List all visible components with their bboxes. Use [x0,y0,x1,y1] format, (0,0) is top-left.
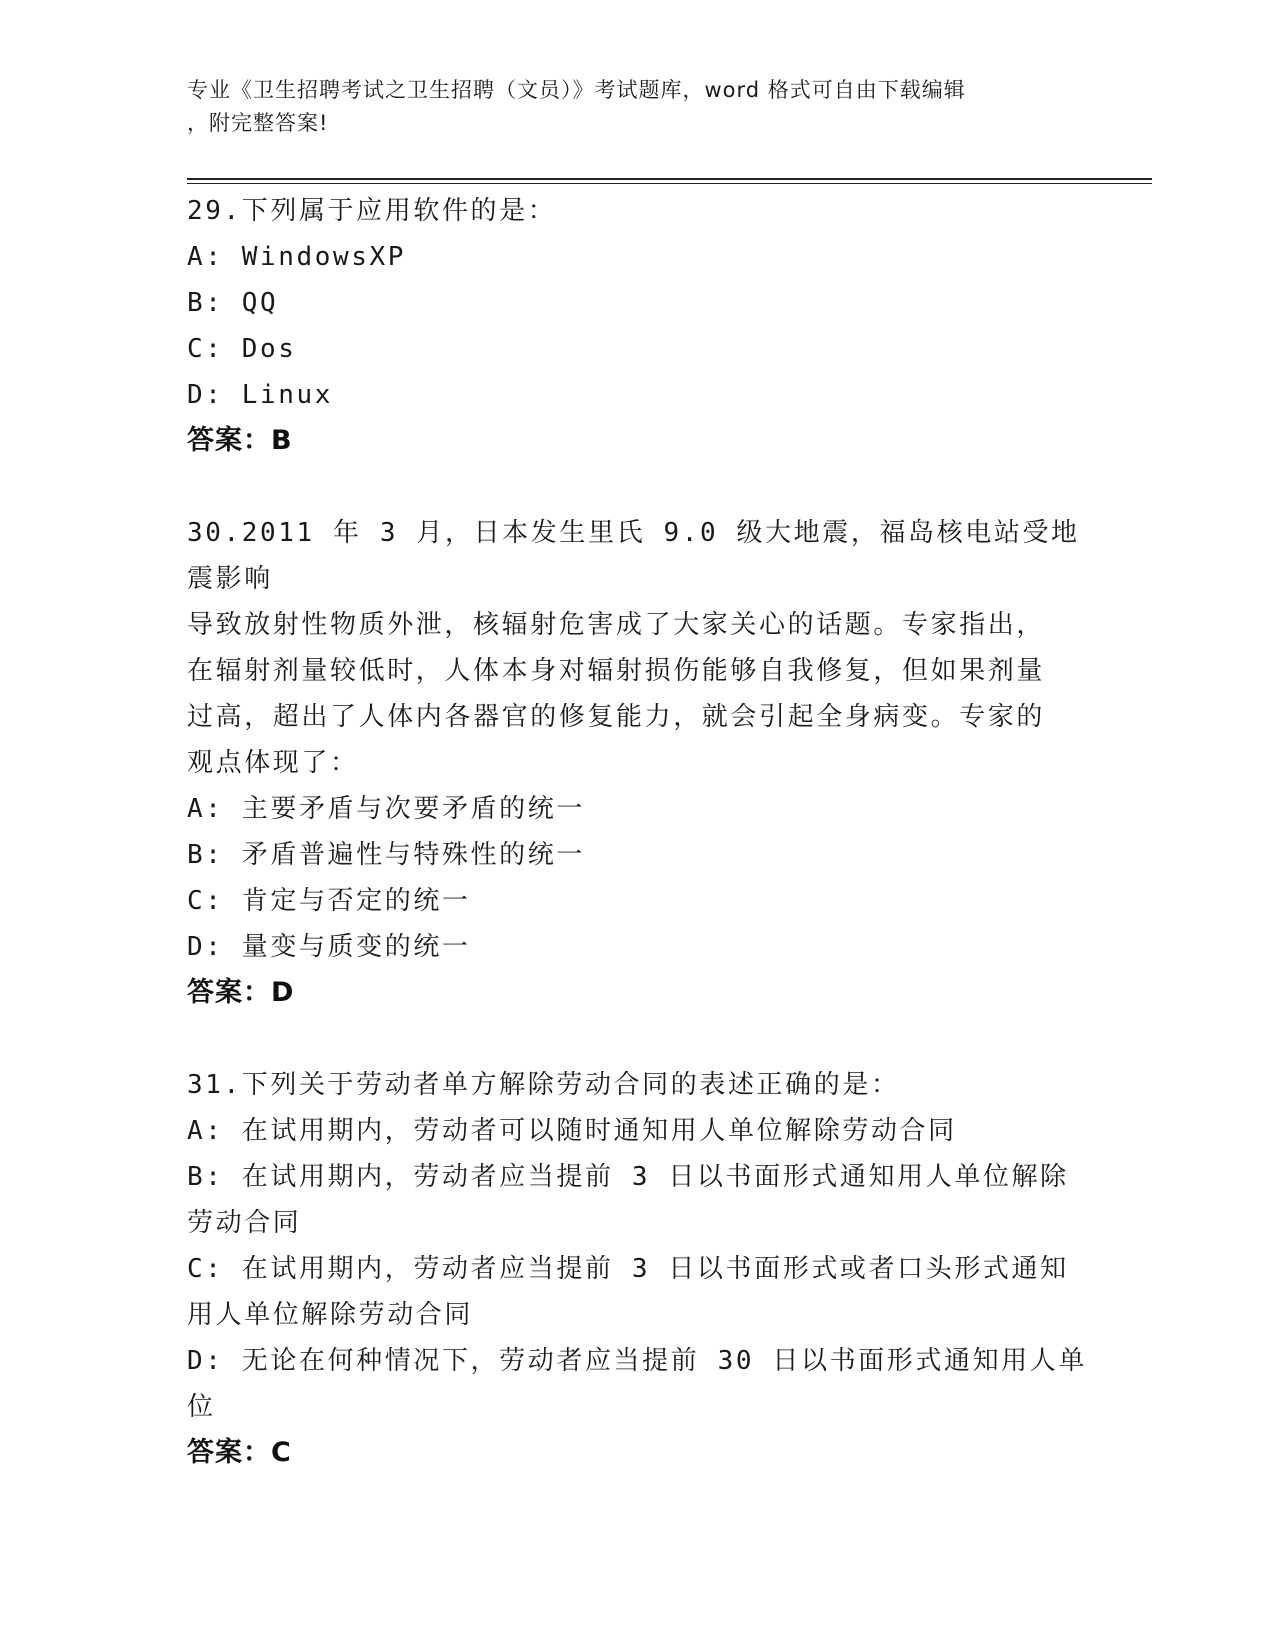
question-stem-line: 过高，超出了人体内各器官的修复能力，就会引起全身病变。专家的 [187,702,1046,732]
option-b: B: QQ [187,288,279,318]
question-stem-line: 观点体现了： [187,748,359,778]
header-line-2: ，附完整答案! [187,111,329,135]
question-list [187,188,1087,1476]
answer-label: 答案： [187,977,271,1008]
question-29 [187,188,1087,464]
question-30 [187,510,1087,1016]
option-d: D: 量变与质变的统一 [187,932,471,962]
answer-line [187,418,1087,464]
option-a: A: WindowsXP [187,242,407,272]
answer-label: 答案： [187,425,271,456]
option-d: D: Linux [187,380,334,410]
answer-label: 答案： [187,1437,271,1468]
question-stem-line: 导致放射性物质外泄，核辐射危害成了大家关心的话题。专家指出， [187,610,1046,640]
question-stem [187,510,1087,786]
header-divider-thick [187,178,1152,180]
question-stem-line: 30.2011 年 3 月，日本发生里氏 9.0 级大地震，福岛核电站受地震影响 [187,518,1080,594]
option-b: B: 在试用期内，劳动者应当提前 3 日以书面形式通知用人单位解除劳动合同 [187,1162,1069,1238]
option-c: C: 肯定与否定的统一 [187,886,471,916]
answer-value: D [271,977,295,1008]
question-31 [187,1062,1087,1476]
option-b: B: 矛盾普遍性与特殊性的统一 [187,840,585,870]
answer-line [187,1430,1087,1476]
option-d: D: 无论在何种情况下，劳动者应当提前 30 日以书面形式通知用人单位 [187,1346,1087,1422]
question-stem-line: 31.下列关于劳动者单方解除劳动合同的表述正确的是： [187,1070,900,1100]
header-divider-thin [187,183,1152,184]
answer-value: C [271,1437,292,1468]
question-stem-line: 29.下列属于应用软件的是： [187,196,557,226]
question-stem [187,1062,1087,1108]
option-c: C: 在试用期内，劳动者应当提前 3 日以书面形式或者口头形式通知用人单位解除劳动合同 [187,1254,1069,1330]
header-line-1: 专业《卫生招聘考试之卫生招聘（文员）》考试题库，word 格式可自由下载编辑 [187,78,966,102]
answer-value: B [271,425,293,456]
question-stem [187,188,1087,234]
question-stem-line: 在辐射剂量较低时，人体本身对辐射损伤能够自我修复，但如果剂量 [187,656,1046,686]
answer-line [187,970,1087,1016]
option-c: C: Dos [187,334,297,364]
option-a: A: 在试用期内，劳动者可以随时通知用人单位解除劳动合同 [187,1116,957,1146]
option-a: A: 主要矛盾与次要矛盾的统一 [187,794,585,824]
document-header [187,74,1067,140]
